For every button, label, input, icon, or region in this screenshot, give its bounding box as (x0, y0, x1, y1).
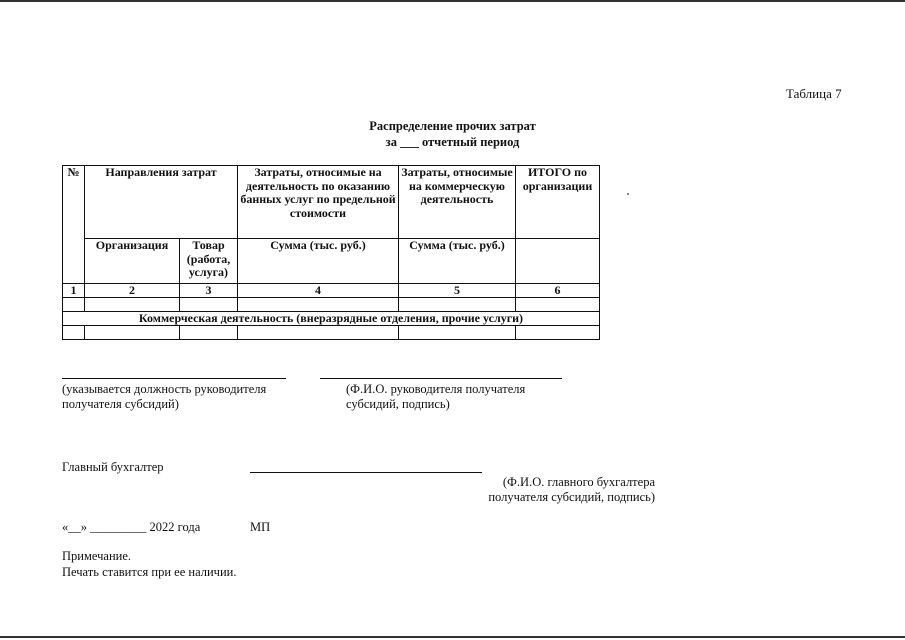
section-row (63, 312, 600, 326)
table-number: Таблица 7 (786, 86, 842, 101)
chief-accountant-line (250, 472, 482, 473)
note-title: Примечание. (62, 549, 132, 563)
table-cell (180, 326, 238, 340)
stamp-label: МП (250, 520, 271, 534)
cost-distribution-table (62, 165, 600, 340)
table-cell (399, 326, 516, 340)
table-cell (516, 298, 600, 312)
page-bottom-border (0, 636, 905, 638)
document-subtitle: за ___ отчетный период (385, 135, 520, 149)
table-cell (63, 326, 85, 340)
column-number: 6 (516, 284, 600, 298)
column-number: 2 (85, 284, 180, 298)
page-top-border (0, 0, 905, 2)
header-bath-costs: Затраты, относимые на деятельность по оказанию банных услуг по предельной стоимости (238, 166, 399, 239)
header-commercial-costs: Затраты, относимые на коммерческую деятельность (399, 166, 516, 239)
header-total: ИТОГО по организации (516, 166, 600, 239)
subheader-sum-bath: Сумма (тыс. руб.) (238, 239, 399, 284)
note-text: Печать ставится при ее наличии. (62, 565, 237, 579)
table-cell (180, 298, 238, 312)
date-line: «__» _________ 2022 года (62, 520, 201, 534)
table-cell (238, 298, 399, 312)
section-label: Коммерческая деятельность (внеразрядные отделения, прочие услуги) (63, 312, 600, 326)
table-cell (85, 326, 180, 340)
head-name-caption: (Ф.И.О. руководителя получателя субсидий, подпись) (346, 382, 526, 411)
subheader-total-empty (516, 239, 600, 284)
table-cell (238, 326, 399, 340)
scan-speck (627, 193, 629, 195)
column-number: 4 (238, 284, 399, 298)
header-directions: Направления затрат (85, 166, 238, 239)
subheader-goods: Товар (работа, услуга) (180, 239, 238, 284)
table-cell (85, 298, 180, 312)
head-position-caption: (указывается должность руководителя получателя субсидий) (62, 382, 267, 411)
column-number: 5 (399, 284, 516, 298)
head-name-line (320, 378, 562, 379)
table-subheader-row (63, 239, 600, 284)
table-row (63, 326, 600, 340)
table-cell (63, 298, 85, 312)
document-title: Распределение прочих затрат (369, 119, 536, 133)
chief-accountant-label: Главный бухгалтер (62, 460, 164, 474)
column-number: 1 (63, 284, 85, 298)
chief-accountant-caption: (Ф.И.О. главного бухгалтера получателя субсидий, подпись) (488, 475, 655, 504)
column-number: 3 (180, 284, 238, 298)
subheader-organization: Организация (85, 239, 180, 284)
column-numbers-row (63, 284, 600, 298)
subheader-sum-commercial: Сумма (тыс. руб.) (399, 239, 516, 284)
head-position-line (62, 378, 286, 379)
table-row (63, 298, 600, 312)
table-header-row (63, 166, 600, 239)
table-cell (399, 298, 516, 312)
table-cell (516, 326, 600, 340)
header-number: № (63, 166, 85, 284)
